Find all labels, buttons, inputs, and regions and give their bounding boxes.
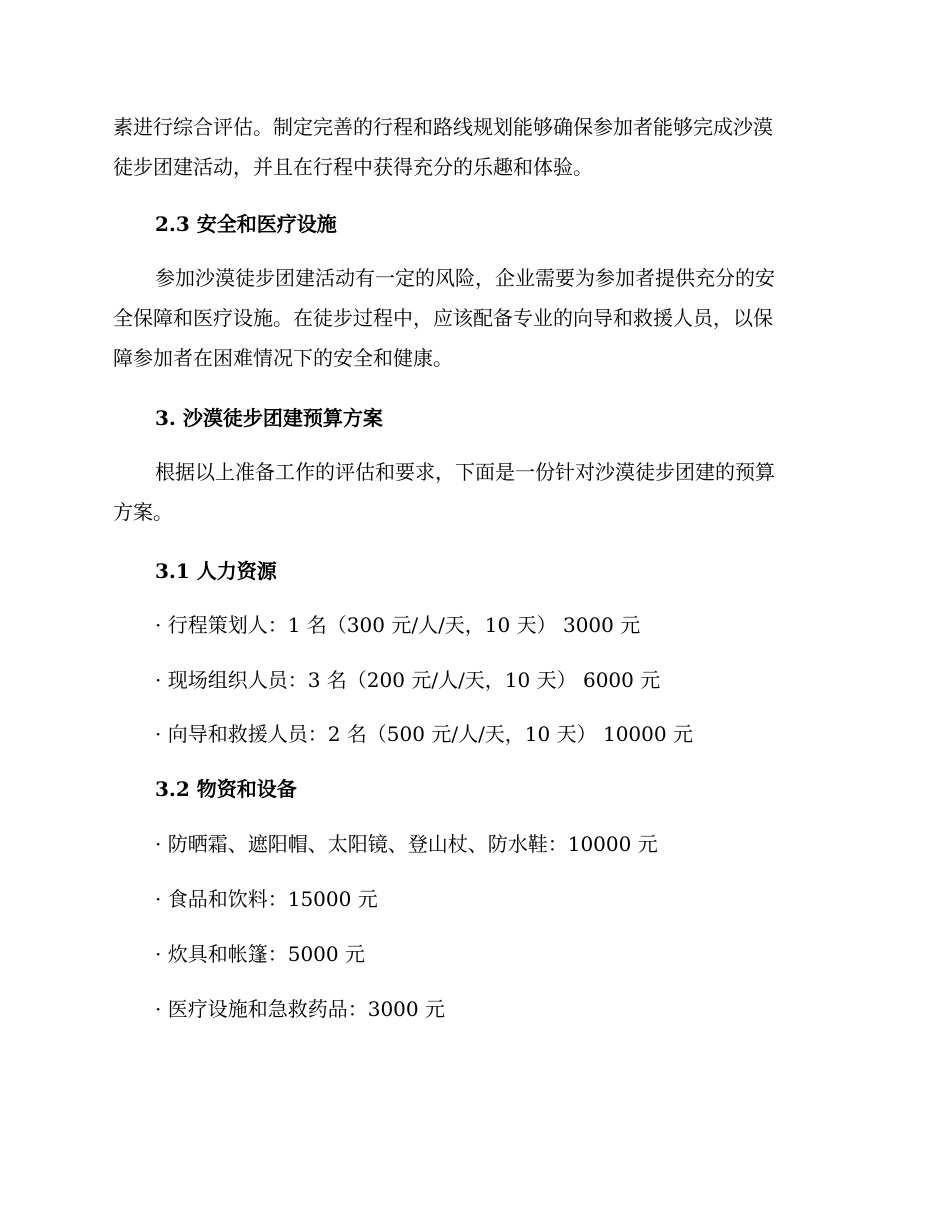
list-item: · 向导和救援人员：2 名（500 元/人/天，10 天） 10000 元 <box>155 722 693 746</box>
section-heading-3-1: 3.1 人力资源 <box>155 559 277 583</box>
section-3-paragraph <box>113 452 833 532</box>
paragraph-line: 参加沙漠徒步团建活动有一定的风险，企业需要为参加者提供充分的安 <box>155 266 775 290</box>
paragraph-line: 全保障和医疗设施。在徒步过程中，应该配备专业的向导和救援人员，以保 <box>113 306 773 330</box>
list-item: · 食品和饮料：15000 元 <box>155 887 378 911</box>
section-heading-3: 3. 沙漠徒步团建预算方案 <box>155 406 383 430</box>
section-heading-3-2: 3.2 物资和设备 <box>155 777 297 801</box>
intro-paragraph <box>113 107 833 187</box>
list-item: · 现场组织人员：3 名（200 元/人/天，10 天） 6000 元 <box>155 668 661 692</box>
intro-paragraph-line: 徒步团建活动，并且在行程中获得充分的乐趣和体验。 <box>113 155 593 179</box>
paragraph-line: 方案。 <box>113 500 173 524</box>
list-item: · 医疗设施和急救药品：3000 元 <box>155 997 445 1021</box>
section-heading-2-3: 2.3 安全和医疗设施 <box>155 212 337 236</box>
list-item: · 防晒霜、遮阳帽、太阳镜、登山杖、防水鞋：10000 元 <box>155 832 658 856</box>
section-2-3-paragraph <box>113 258 833 378</box>
intro-paragraph-line: 素进行综合评估。制定完善的行程和路线规划能够确保参加者能够完成沙漠 <box>113 115 773 139</box>
list-item: · 行程策划人：1 名（300 元/人/天，10 天） 3000 元 <box>155 613 641 637</box>
paragraph-line: 根据以上准备工作的评估和要求，下面是一份针对沙漠徒步团建的预算 <box>155 460 775 484</box>
list-item: · 炊具和帐篷：5000 元 <box>155 942 365 966</box>
paragraph-line: 障参加者在困难情况下的安全和健康。 <box>113 346 453 370</box>
